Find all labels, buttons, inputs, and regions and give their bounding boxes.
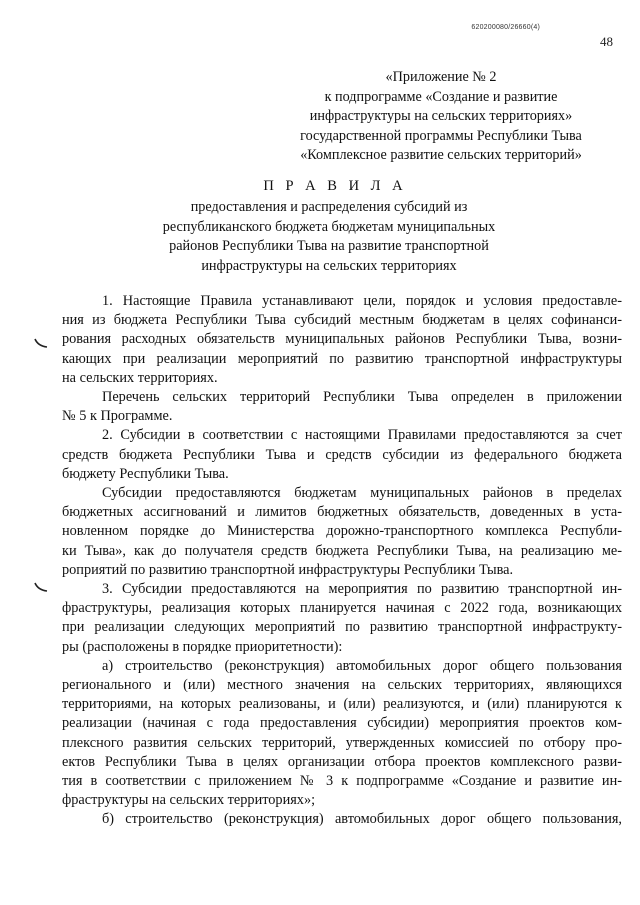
paragraph-line: бюджету Республики Тыва. bbox=[62, 465, 229, 482]
page-number: 48 bbox=[600, 34, 613, 49]
subtitle-line: районов Республики Тыва на развитие транспортной bbox=[169, 238, 489, 255]
paragraph bbox=[62, 388, 622, 426]
paragraph-line: Перечень сельских территорий Республики Тыва определен в приложении bbox=[102, 389, 622, 406]
paragraph-line: № 5 к Программе. bbox=[62, 408, 173, 425]
paragraph-line: новленном порядке до Министерства дорожно-транспортного комплекса Республи- bbox=[62, 523, 622, 540]
paragraph-line: ектов Республики Тыва в целях организации отбора проектов комплексного разви- bbox=[62, 753, 622, 770]
paragraph-line: кающих при реализации мероприятий по развитию транспортной инфраструктуры bbox=[62, 350, 622, 367]
paragraph-line: бюджетных ассигнований и лимитов бюджетных обязательств, доведенных в уста- bbox=[62, 504, 622, 521]
appendix-line: «Приложение № 2 bbox=[385, 69, 497, 85]
paragraph bbox=[62, 657, 622, 811]
paragraph-line: при реализации следующих мероприятий по развитию транспортной инфраструкту- bbox=[62, 619, 622, 636]
subtitle-line: республиканского бюджета бюджетам муниципальных bbox=[162, 218, 496, 235]
rules-subtitle bbox=[0, 198, 640, 276]
rules-title: П Р А В И Л А bbox=[263, 178, 407, 194]
appendix-line: «Комплексное развитие сельских территорий» bbox=[300, 147, 582, 164]
paragraph-line: фраструктуры на сельских территориях»; bbox=[62, 792, 316, 809]
appendix-line: к подпрограмме «Создание и развитие bbox=[324, 88, 558, 105]
paragraph-line: регионального и (или) местного значения на сельских территориях, являющихся bbox=[62, 677, 622, 694]
paragraph bbox=[62, 292, 622, 388]
paragraph-line: ры (расположены в порядке приоритетности): bbox=[62, 638, 343, 655]
paragraph bbox=[62, 810, 622, 829]
paragraph-line: Субсидии предоставляются бюджетам муниципальных районов в пределах bbox=[102, 485, 622, 502]
paragraph-line: ки Тыва», как до получателя средств бюджета Республики Тыва, на реализацию ме- bbox=[62, 542, 622, 559]
paragraph-line: 1. Настоящие Правила устанавливают цели, порядок и условия предоставле- bbox=[102, 293, 622, 309]
paragraph-line: на сельских территориях. bbox=[62, 369, 218, 386]
paragraph-line: тия в соответствии с приложением № 3 к подпрограмме «Создание и развитие ин- bbox=[62, 773, 622, 790]
margin-mark-icon bbox=[34, 580, 48, 594]
paragraph-line: ния из бюджета Республики Тыва субсидий местным бюджетам в целях софинанси- bbox=[62, 312, 622, 329]
margin-mark-icon bbox=[34, 336, 48, 350]
paragraph-line: рования расходных обязательств муниципальных районов Республики Тыва, возни- bbox=[62, 331, 622, 348]
paragraph-line: реализации (начиная с года предоставления субсидии) мероприятия проектов ком- bbox=[62, 715, 622, 732]
paragraph-line: средств бюджета Республики Тыва и средств субсидии из федерального бюджета bbox=[62, 446, 622, 463]
appendix-heading bbox=[258, 68, 624, 166]
paragraph-line: 2. Субсидии в соответствии с настоящими Правилами предоставляются за счет bbox=[102, 427, 622, 444]
paragraph-line: плексного развития сельских территорий, утвержденных комиссией по отбору про- bbox=[62, 734, 622, 751]
paragraph-line: фраструктуры, реализация которых планируется начиная с 2022 года, возникающих bbox=[62, 600, 622, 617]
paragraph bbox=[62, 484, 622, 580]
subtitle-line: инфраструктуры на сельских территориях bbox=[201, 257, 457, 274]
document-code: 620200080/26660(4) bbox=[471, 24, 540, 31]
document-body bbox=[62, 292, 622, 830]
paragraph-line: а) строительство (реконструкция) автомобильных дорог общего пользования bbox=[102, 657, 622, 674]
paragraph-line: 3. Субсидии предоставляются на мероприятия по развитию транспортной ин- bbox=[102, 581, 622, 598]
appendix-line: инфраструктуры на сельских территориях» bbox=[309, 108, 573, 125]
paragraph bbox=[62, 580, 622, 657]
paragraph-line: территориями, на которых реализованы, и (или) реализуются, и (или) планируются к bbox=[62, 696, 622, 713]
subtitle-line: предоставления и распределения субсидий из bbox=[190, 199, 468, 215]
paragraph-line: роприятий по развитию транспортной инфраструктуры Республики Тыва. bbox=[62, 561, 514, 578]
paragraph-line: б) строительство (реконструкция) автомобильных дорог общего пользования, bbox=[102, 811, 622, 828]
appendix-line: государственной программы Республики Тыва bbox=[300, 127, 582, 144]
paragraph bbox=[62, 426, 622, 484]
